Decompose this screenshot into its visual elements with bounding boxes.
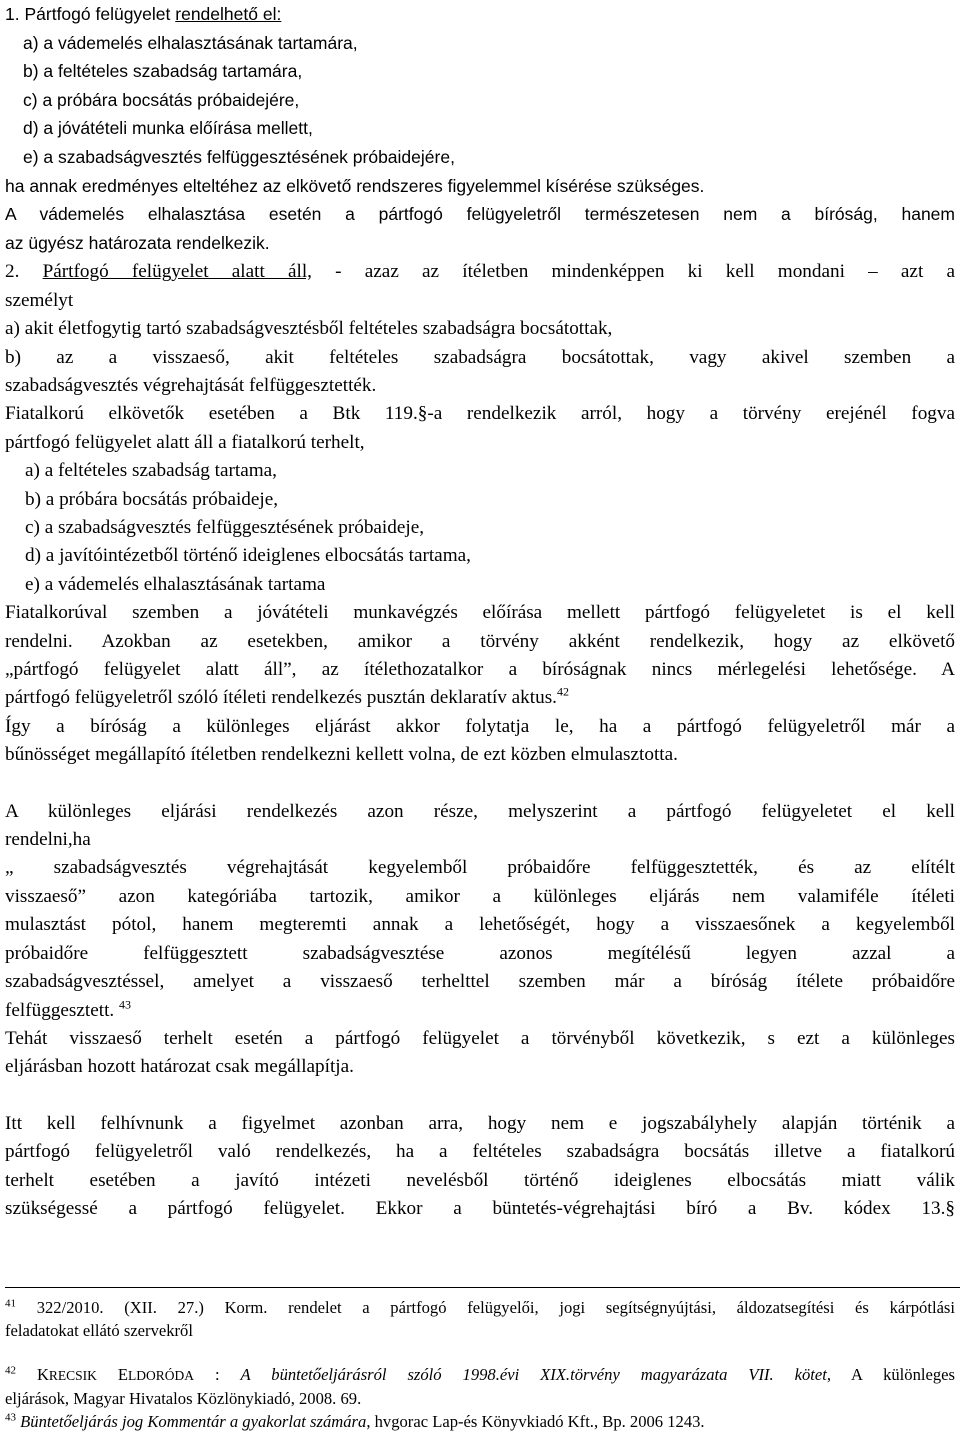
paragraph-line: az ügyész határozata rendelkezik. bbox=[5, 232, 270, 253]
paragraph-line: Így a bíróság a különleges eljárást akkor folytatja le, ha a pártfogó felügyeletről már a bbox=[5, 715, 955, 737]
document-page bbox=[5, 0, 955, 1223]
paragraph-line: próbaidőre felfüggesztett szabadságvesztése azonos megítélésű legyen azzal a bbox=[5, 942, 955, 964]
author-smallcaps: RECSIK bbox=[48, 1368, 97, 1383]
heading-underlined: rendelhető el: bbox=[175, 4, 282, 24]
footnote-number: 43 bbox=[5, 1411, 16, 1424]
author-initial: E bbox=[96, 1365, 129, 1384]
paragraph-line: pártfogó felügyelet alatt áll a fiatalkorú terhelt, bbox=[5, 431, 365, 453]
footnote-text: 322/2010. (XII. 27.) Korm. rendelet a pártfogó felügyelői, jogi segítségnyújtási, áldozatsegítési és kárpótlási bbox=[16, 1298, 955, 1317]
footnote-title: Büntetőeljárás jog Kommentár a gyakorlat számára bbox=[16, 1412, 367, 1431]
paragraph-line: visszaeső” azon kategóriába tartozik, amikor a különleges eljárás nem valamiféle ítéleti bbox=[5, 885, 955, 907]
section-2 bbox=[5, 258, 955, 769]
footnote-number: 41 bbox=[5, 1297, 16, 1310]
list-item: a) a feltételes szabadság tartama, bbox=[25, 460, 277, 482]
condition-line: ha annak eredményes elteltéhez az elkövető rendszeres figyelemmel kísérése szükséges. bbox=[5, 175, 705, 196]
heading-underlined: Pártfogó felügyelet alatt áll, bbox=[42, 261, 312, 283]
footnotes bbox=[5, 1296, 955, 1433]
heading-text: Pártfogó felügyelet bbox=[24, 4, 176, 24]
paragraph-line: A vádemelés elhalasztása esetén a pártfogó felügyeletről természetesen nem a bíróság, hanem bbox=[5, 204, 955, 225]
paragraph-line: „pártfogó felügyelet alatt áll”, az ítélethozatalkor a bíróságnak nincs mérlegelési lehetősége. A bbox=[5, 659, 955, 681]
list-item: a) akit életfogytig tartó szabadságvesztésből feltételes szabadságra bocsátottak, bbox=[5, 318, 613, 340]
list-item: d) a javítóintézetből történő ideiglenes elbocsátás tartama, bbox=[25, 545, 471, 567]
paragraph-line: személyt bbox=[5, 289, 74, 311]
paragraph-line bbox=[5, 997, 955, 1025]
footnote-text: , A különleges bbox=[826, 1365, 955, 1384]
footnote-separator bbox=[5, 1287, 960, 1288]
list-item: c) a próbára bocsátás próbaidejére, bbox=[23, 89, 300, 110]
list-item: c) a szabadságvesztés felfüggesztésének próbaideje, bbox=[25, 517, 425, 538]
section-4 bbox=[5, 1110, 955, 1224]
paragraph-line: mulasztást pótol, hanem megteremti annak a lehetőségét, hogy a visszaesőnek a kegyelemből bbox=[5, 914, 955, 936]
list-item: e) a szabadságvesztés felfüggesztésének próbaidejére, bbox=[23, 146, 455, 167]
paragraph-text: felfüggesztett. bbox=[5, 999, 115, 1021]
footnote-42-cont: eljárások, Magyar Hivatalos Közlönykiadó, 2008. 69. bbox=[5, 1389, 362, 1408]
list-item: e) a vádemelés elhalasztásának tartama bbox=[25, 573, 326, 595]
paragraph-line: bűnösséget megállapító ítéletben rendelkezni kellett volna, de ezt közben elmulasztotta. bbox=[5, 744, 678, 766]
paragraph-gap bbox=[5, 770, 955, 798]
section-3 bbox=[5, 798, 955, 1082]
paragraph-line: szabadságvesztéssel, amelyet a visszaeső terhelttel szemben már a bíróság ítélete próbaidőre bbox=[5, 971, 955, 993]
footnote-43 bbox=[5, 1410, 955, 1433]
paragraph-line: Itt kell felhívnunk a figyelmet azonban arra, hogy nem e jogszabályhely alapján történik a bbox=[5, 1112, 955, 1134]
section-1 bbox=[5, 0, 955, 257]
paragraph-line: Fiatalkorú elkövetők esetében a Btk 119.§-a rendelkezik arról, hogy a törvény erejénél fogva bbox=[5, 403, 955, 425]
paragraph-line: A különleges eljárási rendelkezés azon része, melyszerint a pártfogó felügyeletet el kell bbox=[5, 800, 955, 822]
paragraph-line: Tehát visszaeső terhelt esetén a pártfogó felügyelet a törvényből következik, s ezt a különleges bbox=[5, 1027, 955, 1049]
heading-number: 2. bbox=[5, 261, 43, 283]
footnote-number: 42 bbox=[5, 1364, 16, 1377]
heading-number: 1. bbox=[5, 4, 25, 24]
list-item: b) a próbára bocsátás próbaideje, bbox=[25, 488, 279, 510]
paragraph-line: „ szabadságvesztés végrehajtását kegyelemből próbaidőre felfüggesztették, és az elítélt bbox=[5, 857, 955, 879]
list-item: b) a feltételes szabadság tartamára, bbox=[23, 61, 303, 82]
footnote-ref[interactable]: 43 bbox=[119, 997, 132, 1012]
footnote-gap bbox=[5, 1342, 955, 1363]
footnote-41-cont: feladatokat ellátó szervekről bbox=[5, 1321, 193, 1340]
author-separator: : bbox=[194, 1365, 241, 1384]
footnote-title: A büntetőeljárásról szóló 1998.évi XIX.törvény magyarázata VII. kötet bbox=[240, 1365, 827, 1384]
paragraph-text: pártfogó felügyeletről szóló ítéleti rendelkezés pusztán deklaratív aktus. bbox=[5, 687, 557, 709]
paragraph-line: rendelni,ha bbox=[5, 829, 91, 851]
list-item: d) a jóvátételi munka előírása mellett, bbox=[23, 118, 313, 139]
footnote-42 bbox=[5, 1363, 955, 1387]
paragraph-line: szükségessé a pártfogó felügyelet. Ekkor a büntetés-végrehajtási bíró a Bv. kódex 13.§ bbox=[5, 1197, 955, 1219]
list-item: b) az a visszaeső, akit feltételes szabadságra bocsátottak, vagy akivel szemben a bbox=[5, 346, 955, 368]
paragraph-line: terhelt esetében a javító intézeti nevelésből történő ideiglenes elbocsátás miatt válik bbox=[5, 1169, 955, 1191]
author-smallcaps: LDORÓDA bbox=[128, 1368, 195, 1383]
author-initial: K bbox=[16, 1365, 49, 1384]
list-item: a) a vádemelés elhalasztásának tartamára, bbox=[23, 32, 358, 53]
footnote-41 bbox=[5, 1296, 955, 1319]
section-1-heading bbox=[5, 0, 955, 29]
paragraph-line: pártfogó felügyeletről való rendelkezés, ha a feltételes szabadságra bocsátás illetve a fiatalkorú bbox=[5, 1141, 955, 1163]
paragraph-line bbox=[5, 684, 955, 712]
footnote-ref[interactable]: 42 bbox=[556, 685, 569, 700]
heading-rest: - azaz az ítéletben mindenképpen ki kell mondani – azt a bbox=[311, 261, 955, 283]
section-2-heading bbox=[5, 258, 955, 286]
footnote-text: , hvgorac Lap-és Könyvkiadó Kft., Bp. 2006 1243. bbox=[366, 1412, 705, 1431]
list-item: szabadságvesztés végrehajtását felfüggesztették. bbox=[5, 374, 377, 396]
paragraph-line: Fiatalkorúval szemben a jóvátételi munkavégzés előírása mellett pártfogó felügyeletet is el kell bbox=[5, 602, 955, 624]
paragraph-line: rendelni. Azokban az esetekben, amikor a törvény akként rendelkezik, hogy az elkövető bbox=[5, 630, 955, 652]
paragraph-gap bbox=[5, 1082, 955, 1110]
paragraph-line: eljárásban hozott határozat csak megállapítja. bbox=[5, 1056, 354, 1078]
